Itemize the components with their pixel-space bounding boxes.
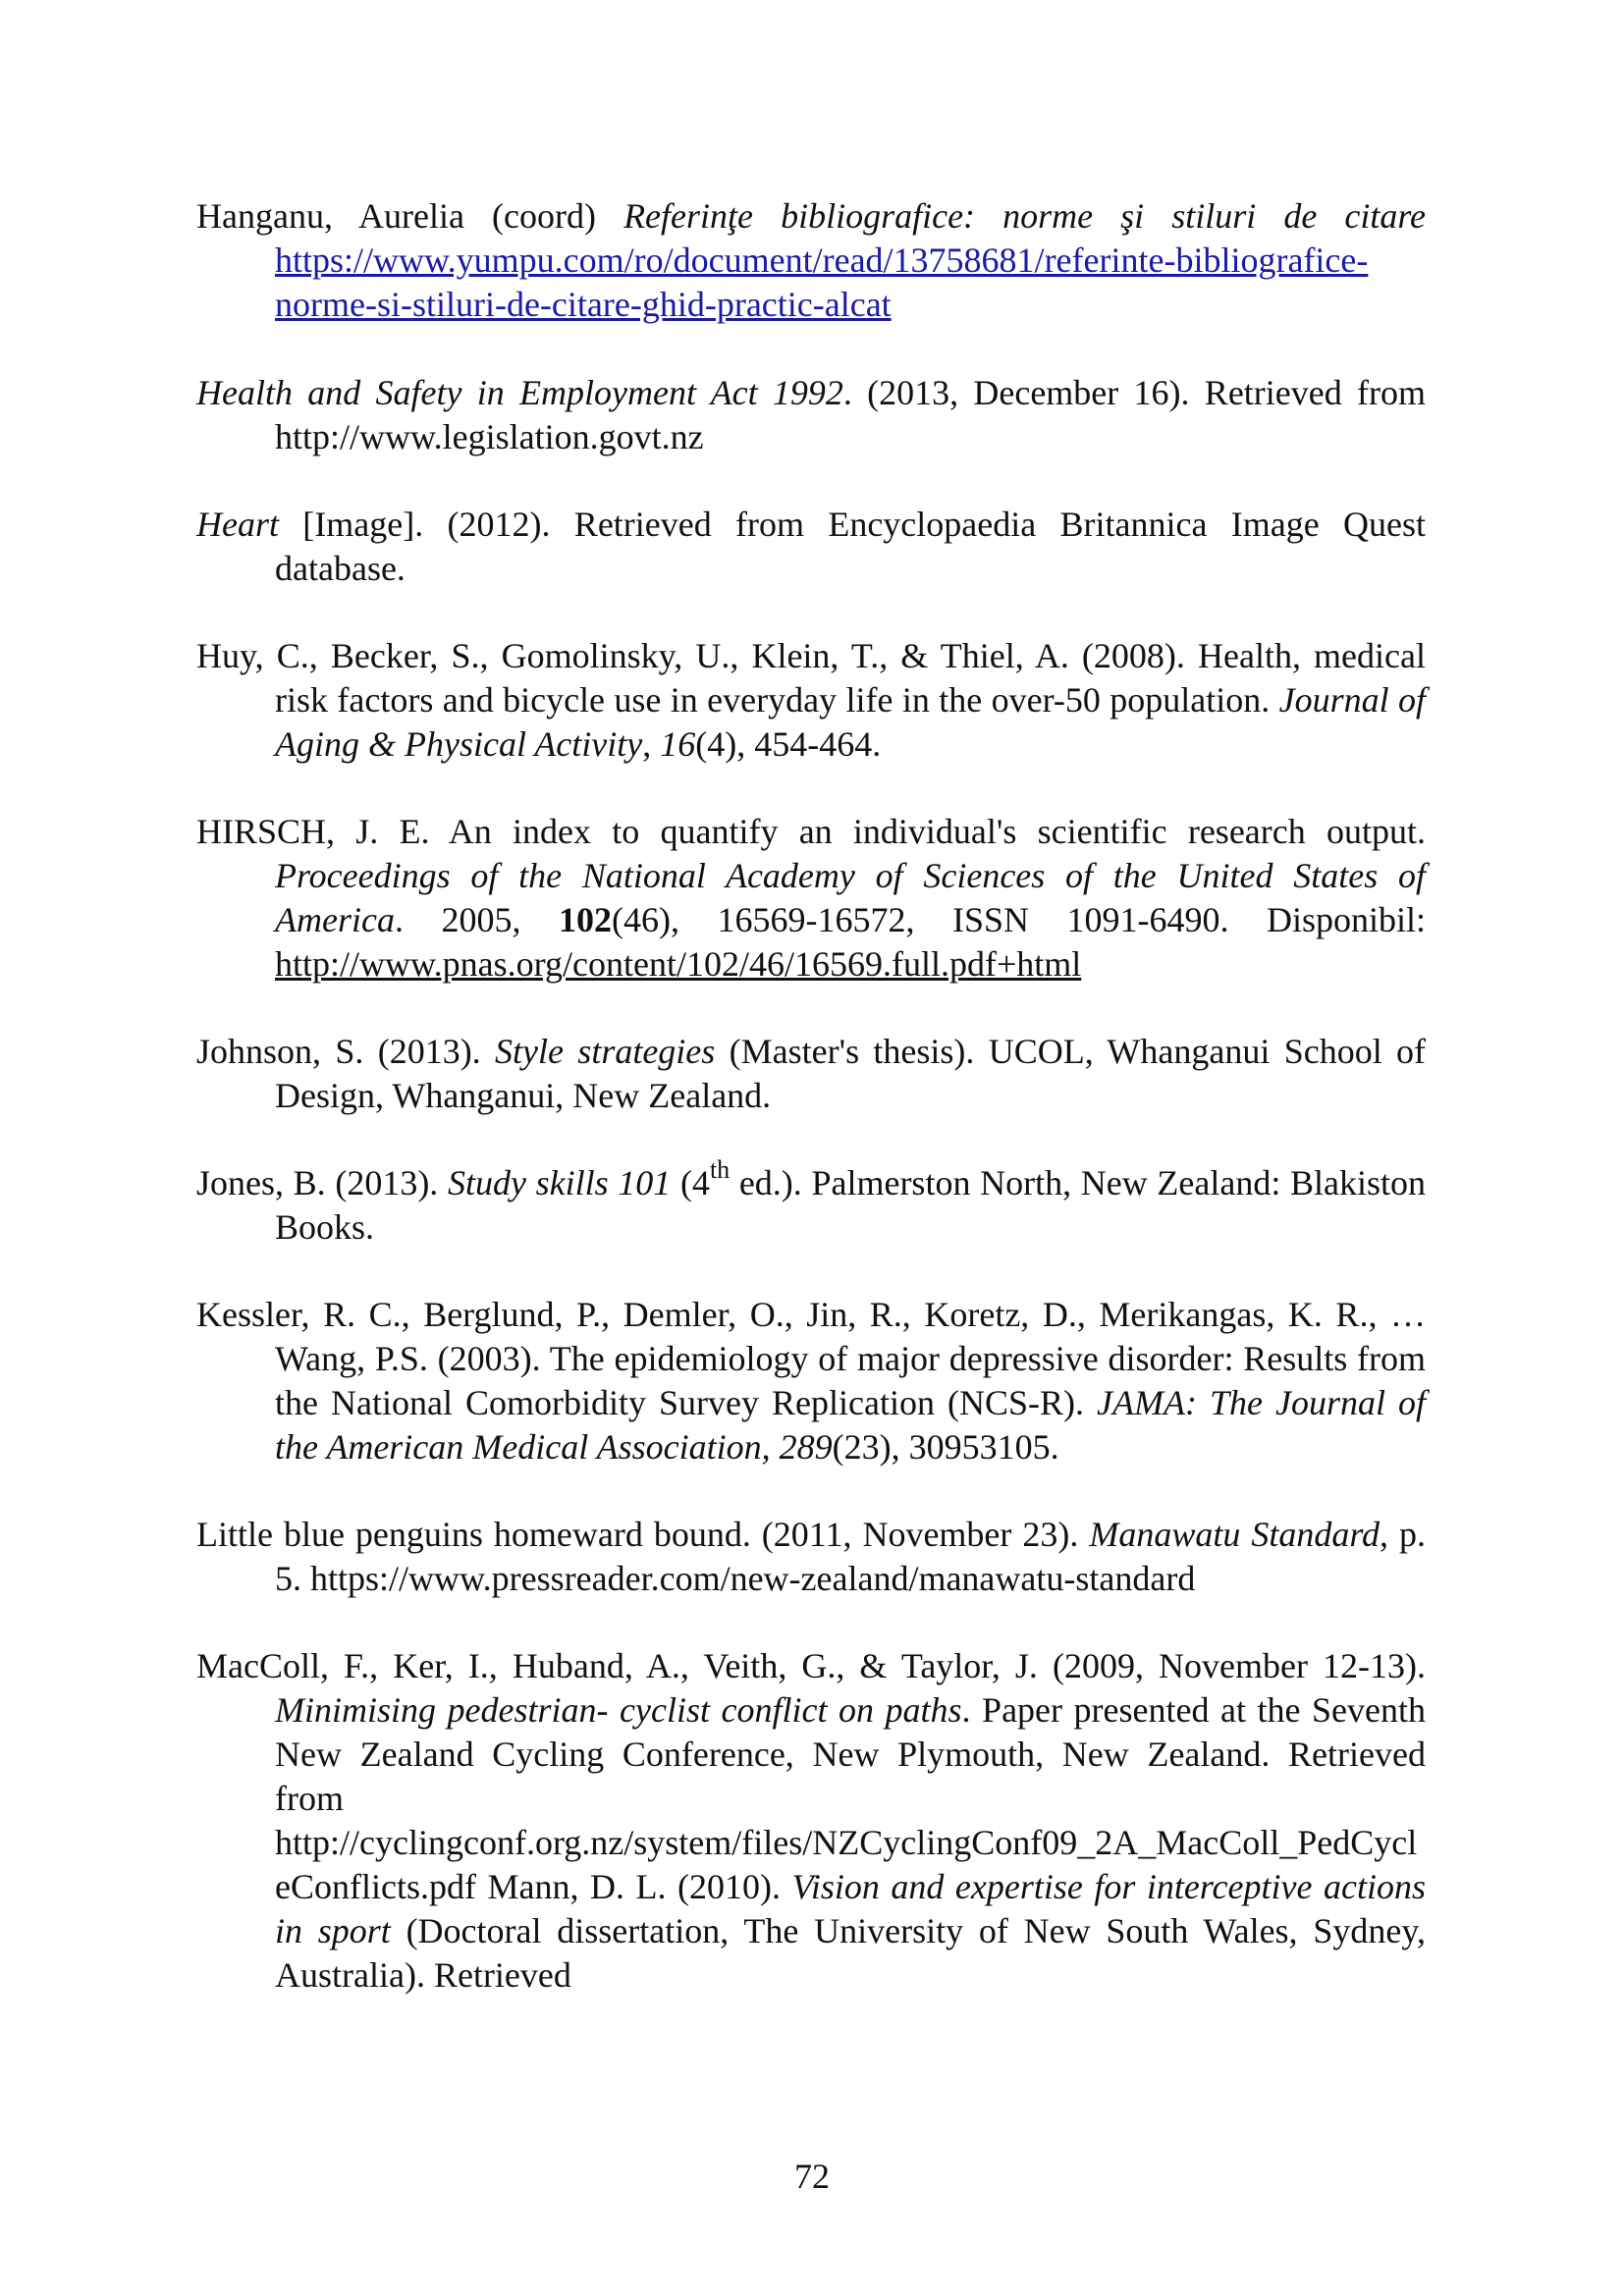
ref-url-link[interactable]: http://www.pnas.org/content/102/46/16569.full.pdf+html [275,944,1082,984]
ref-volume: 16 [660,724,696,764]
page-number: 72 [794,2157,830,2196]
ref-details: , p. 5. https://www.pressreader.com/new-zealand/manawatu-standard [275,1515,1426,1598]
ref-details: [Image]. (2012). Retrieved from Encyclopaedia Britannica Image Quest database. [275,505,1426,588]
ref-title: Study skills 101 [447,1163,672,1202]
ref-authors: Little blue penguins homeward bound. (2011, November 23). [196,1515,1090,1554]
ref-journal: Manawatu Standard [1089,1515,1380,1554]
ref-authors: Huy, C., Becker, S., Gomolinsky, U., Klein, T., & Thiel, A. (2008). Health, medical risk factors and bicycle use in everyday life in the over-50 population. [196,636,1426,720]
ref-title: Health and Safety in Employment Act 1992 [196,373,843,412]
ref-year: . 2005, [394,900,559,939]
ref-separator: , [642,724,661,764]
ref-details: . (2013, December 16). Retrieved from http://www.legislation.govt.nz [275,373,1426,456]
ref-journal: Journal of Aging & Physical Activity [275,680,1426,764]
ref-url-link[interactable]: https://www.yumpu.com/ro/document/read/13758681/referinte-bibliografice-norme-si-stiluri-de-citare-ghid-practic-alcat [275,240,1369,324]
ref-details: (4), 454-464. [695,724,882,764]
ref-details: (23), 30953105. [832,1427,1059,1467]
ref-edition: (4 [671,1163,710,1202]
ref-details: . Paper presented at the Seventh New Zealand Cycling Conference, New Plymouth, New Zealand. Retrieved from http://cyclingconf.org.nz/system/files/NZCyclingConf09_2A_MacColl_PedCycleConflicts.pdf Mann, D. L. (2010). [275,1690,1427,1906]
ref-title: Referinţe bibliografice: norme şi stiluri de citare [623,196,1427,236]
reference-hirsch [196,810,1426,987]
reference-jones [196,1155,1426,1250]
ref-title-second: Vision and expertise for interceptive actions in sport [275,1867,1426,1950]
ref-title: Minimising pedestrian- cyclist conflict on paths [275,1690,962,1730]
ref-details: (Master's thesis). UCOL, Whanganui School of Design, Whanganui, New Zealand. [275,1032,1427,1115]
ref-authors: MacColl, F., Ker, I., Huband, A., Veith, G., & Taylor, J. (2009, November 12-13). [196,1646,1426,1685]
reference-health-safety [196,371,1426,459]
reference-list [196,194,1426,1998]
reference-huy [196,634,1426,767]
ref-authors: Hanganu, Aurelia (coord) [196,196,624,236]
reference-kessler [196,1293,1426,1469]
reference-hanganu [196,194,1426,327]
ref-authors: Kessler, R. C., Berglund, P., Demler, O., Jin, R., Koretz, D., Merikangas, K. R., … Wang, P.S. (2003). The epidemiology of major depressive disorder: Results from the National Comorbidity Survey Replication (NCS-R). [196,1295,1426,1422]
ref-edition-superscript: th [709,1155,731,1184]
ref-authors: HIRSCH, J. E. An index to quantify an individual's scientific research output. [196,812,1426,851]
reference-johnson [196,1030,1426,1118]
ref-details: ed.). Palmerston North, New Zealand: Blakiston Books. [275,1163,1426,1247]
ref-authors: Jones, B. (2013). [196,1163,448,1202]
ref-title: Heart [196,505,279,544]
ref-details: (46), 16569-16572, ISSN 1091-6490. Disponibil: [611,900,1427,939]
reference-heart [196,503,1426,591]
reference-little-blue-penguins [196,1513,1426,1601]
ref-journal: JAMA: The Journal of the American Medical Association, 289 [275,1383,1426,1467]
ref-journal: Proceedings of the National Academy of Sciences of the United States of America [275,856,1426,939]
ref-title: Style strategies [495,1032,716,1071]
reference-maccoll [196,1644,1426,1998]
ref-details-second: (Doctoral dissertation, The University of New South Wales, Sydney, Australia). Retrieved [275,1911,1426,1995]
ref-authors: Johnson, S. (2013). [196,1032,496,1071]
ref-volume: 102 [558,900,612,939]
